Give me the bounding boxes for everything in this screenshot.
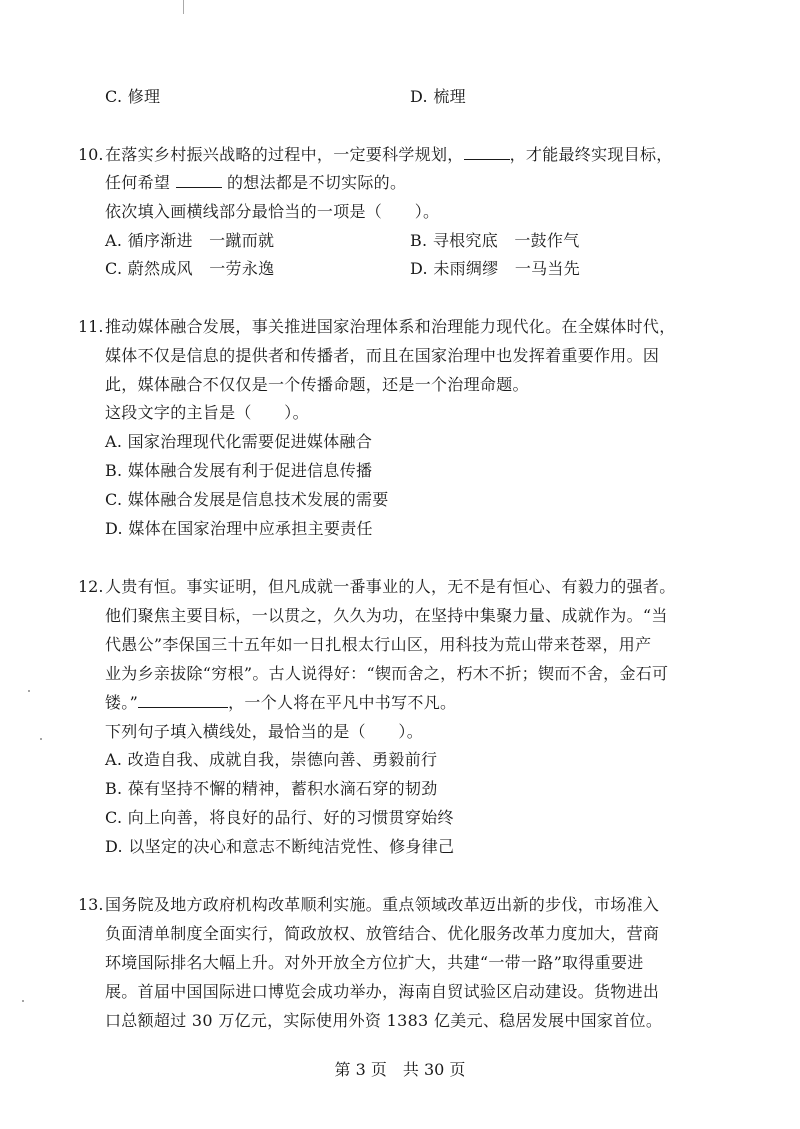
q10-line-1 xyxy=(105,145,673,165)
q13-number: 13. xyxy=(78,895,104,914)
q10-option-d: D. 未雨绸缪 一马当先 xyxy=(410,259,581,278)
q12-number: 12. xyxy=(78,577,104,596)
q11-prompt: 这段文字的主旨是（ ）。 xyxy=(105,403,309,422)
q10-number: 10. xyxy=(78,145,104,164)
q12-prompt: 下列句子填入横线处，最恰当的是（ ）。 xyxy=(105,722,424,741)
q12-line-1: 人贵有恒。事实证明，但凡成就一番事业的人，无不是有恒心、有毅力的强者。 xyxy=(105,577,676,596)
q12-option-d: D. 以坚定的决心和意志不断纯洁党性、修身律己 xyxy=(105,837,455,856)
q10-option-b: B. 寻根究底 一鼓作气 xyxy=(410,231,580,250)
q10-line-2-text-b: 的想法都是不切实际的。 xyxy=(226,173,407,192)
q11-line-1: 推动媒体融合发展，事关推进国家治理体系和治理能力现代化。在全媒体时代， xyxy=(105,317,676,336)
q13-line-5: 口总额超过 30 万亿元，实际使用外资 1383 亿美元、稳居发展中国家首位。 xyxy=(105,1011,663,1030)
q10-line-2 xyxy=(105,173,406,193)
q13-line-1: 国务院及地方政府机构改革顺利实施。重点领域改革迈出新的步伐，市场准入 xyxy=(105,895,660,914)
q12-line-2: 他们聚焦主要目标，一以贯之，久久为功，在坚持中集聚力量、成就作为。“当 xyxy=(105,606,668,625)
q11-option-b: B. 媒体融合发展有利于促进信息传播 xyxy=(105,461,373,480)
q13-line-3: 环境国际排名大幅上升。对外开放全方位扩大，共建“一带一路”取得重要进 xyxy=(105,953,644,972)
q9-option-c: C. 修理 xyxy=(105,87,161,106)
scan-speck xyxy=(28,690,30,692)
q12-option-c: C. 向上向善，将良好的品行、好的习惯贯穿始终 xyxy=(105,808,454,827)
q12-blank xyxy=(138,693,228,708)
q10-blank-2 xyxy=(176,173,222,188)
q12-option-b: B. 葆有坚持不懈的精神，蓄积水滴石穿的韧劲 xyxy=(105,779,438,798)
q12-option-a: A. 改造自我、成就自我，崇德向善、勇毅前行 xyxy=(105,750,438,769)
q10-line-1-text-b: ，才能最终实现目标， xyxy=(509,145,673,164)
q11-line-2: 媒体不仅是信息的提供者和传播者，而且在国家治理中也发挥着重要作用。因 xyxy=(105,346,660,365)
scan-mark xyxy=(183,0,184,14)
scan-speck xyxy=(22,1000,24,1002)
q10-option-c: C. 蔚然成风 一劳永逸 xyxy=(105,259,275,278)
q10-blank-1 xyxy=(464,145,510,160)
scan-speck xyxy=(40,738,42,740)
q13-line-4: 展。首届中国国际进口博览会成功举办，海南自贸试验区启动建设。货物进出 xyxy=(105,982,660,1001)
q11-option-d: D. 媒体在国家治理中应承担主要责任 xyxy=(105,519,373,538)
page-footer: 第 3 页 共 30 页 xyxy=(334,1060,466,1079)
q12-line-5-text-a: 镂。” xyxy=(105,693,139,712)
q10-prompt: 依次填入画横线部分最恰当的一项是（ ）。 xyxy=(105,202,440,221)
q11-option-a: A. 国家治理现代化需要促进媒体融合 xyxy=(105,432,373,451)
q10-line-2-text-a: 任何希望 xyxy=(105,173,171,192)
q10-option-a: A. 循序渐进 一蹴而就 xyxy=(105,231,275,250)
q12-line-5 xyxy=(105,693,456,713)
q11-option-c: C. 媒体融合发展是信息技术发展的需要 xyxy=(105,490,389,509)
q11-line-3: 此，媒体融合不仅仅是一个传播命题，还是一个治理命题。 xyxy=(105,375,529,394)
q10-line-1-text-a: 在落实乡村振兴战略的过程中，一定要科学规划， xyxy=(105,145,464,164)
q12-line-5-text-b: ，一个人将在平凡中书写不凡。 xyxy=(228,693,457,712)
q12-line-4: 业为乡亲拔除“穷根”。古人说得好：“锲而舍之，朽木不折；锲而不舍，金石可 xyxy=(105,664,669,683)
q11-number: 11. xyxy=(78,317,104,336)
q13-line-2: 负面清单制度全面实行，简政放权、放管结合、优化服务改革力度加大，营商 xyxy=(105,924,660,943)
q9-option-d: D. 梳理 xyxy=(410,87,466,106)
q12-line-3: 代愚公”李保国三十五年如一日扎根太行山区，用科技为荒山带来苍翠，用产 xyxy=(105,635,652,654)
